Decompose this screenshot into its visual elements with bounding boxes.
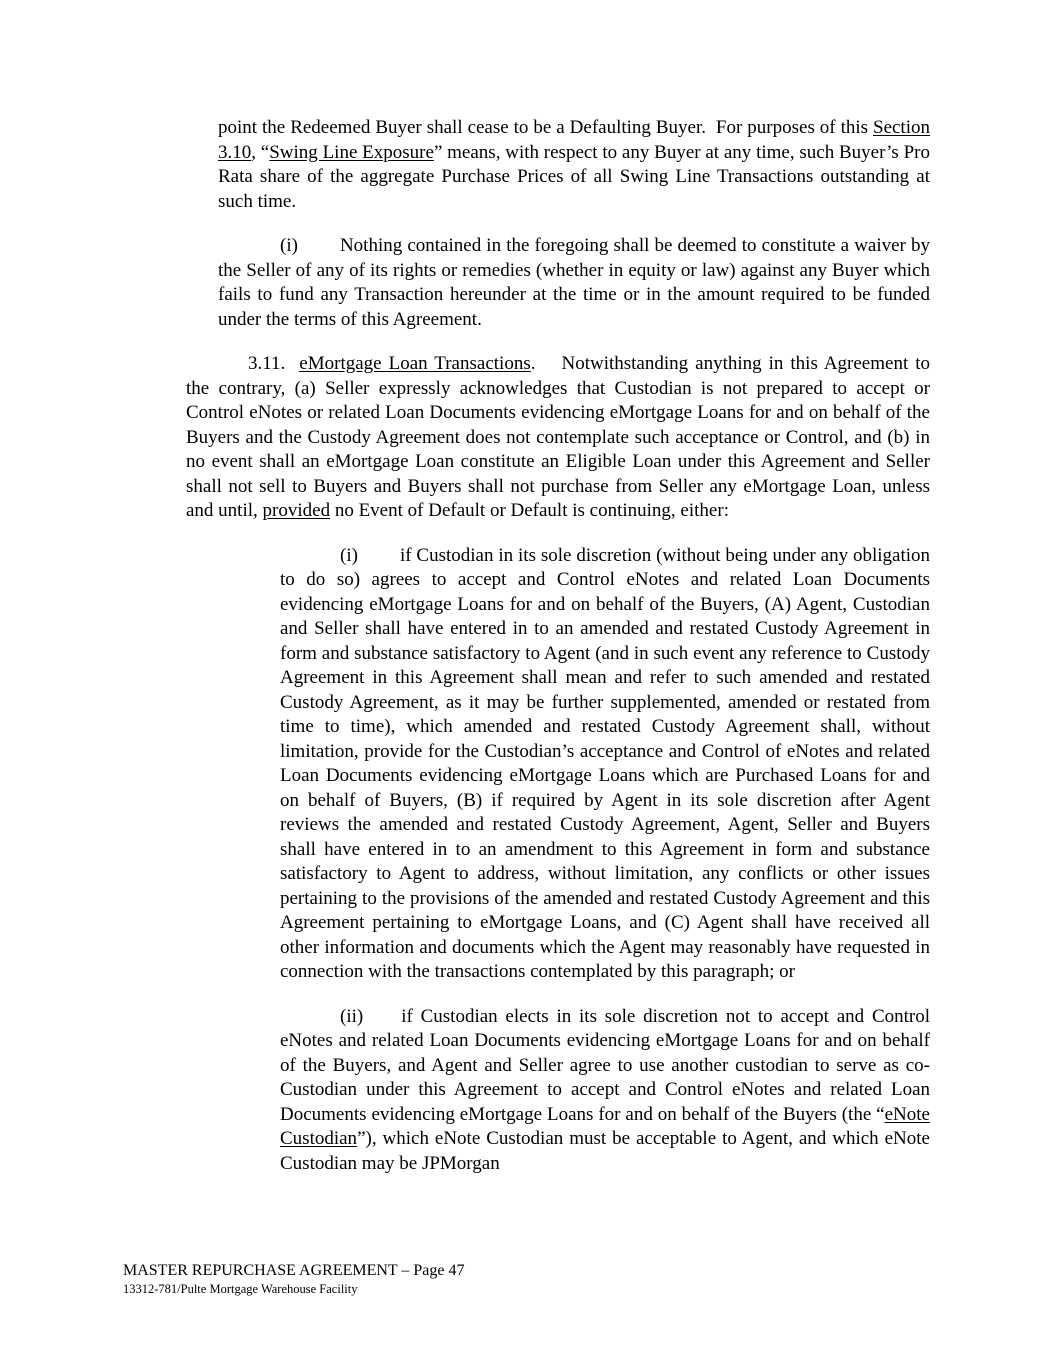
paragraph-clause-i-nothing-contained: [218, 234, 930, 332]
tab-spacer: [535, 368, 561, 369]
text-run: point the Redeemed Buyer shall cease to be a Defaulting Buyer. For purposes of this: [218, 117, 873, 138]
emphasis-provided: provided: [262, 500, 331, 521]
tab-spacer: [363, 1021, 401, 1022]
text-run: Notwithstanding anything in this Agreement to the contrary, (a) Seller expressly acknowledges that Custodian is not prepared to accept or Control eNotes or related Loan Documents evidencing eMortgage Loans for and on behalf of the Buyers and the Custody Agreement does not contemplate such acceptance or Control, and (b) in no event shall an eMortgage Loan constitute an Eligible Loan under this Agreement and Seller shall not sell to Buyers and Buyers shall not purchase from Seller any eMortgage Loan, unless and until,: [186, 353, 931, 521]
text-run: if Custodian elects in its sole discretion not to accept and Control eNotes and related Loan Documents evidencing eMortgage Loans for and on behalf of the Buyers, and Agent and Seller agree to use another custodian to serve as co-Custodian under this Agreement to accept and Control eNotes and related Loan Documents evidencing eMortgage Loans for and on behalf of the Buyers (the “: [280, 1005, 930, 1125]
section-number: 3.11.: [248, 353, 286, 374]
text-run: if Custodian in its sole discretion (without being under any obligation to do so) agrees to accept and Control eNotes and related Loan Documents evidencing eMortgage Loans for and on behalf of the Buyers, (A) Agent, Custodian and Seller shall have entered in to an amended and restated Custody Agreement in form and substance satisfactory to Agent (and in such event any reference to Custody Agreement in this Agreement shall mean and refer to such amended and restated Custody Agreement, as it may be further supplemented, amended or restated from time to time), which amended and restated Custody Agreement shall, without limitation, provide for the Custodian’s acceptance and Control of eNotes and related Loan Documents evidencing eMortgage Loans which are Purchased Loans for and on behalf of Buyers, (B) if required by Agent in its sole discretion after Agent reviews the amended and restated Custody Agreement, Agent, Seller and Buyers shall have entered in to an amendment to this Agreement in form and substance satisfactory to Agent to address, without limitation, any conflicts or other issues pertaining to the provisions of the amended and restated Custody Agreement and this Agreement pertaining to eMortgage Loans, and (C) Agent shall have received all other information and documents which the Agent may reasonably have requested in connection with the transactions contemplated by this paragraph; or: [280, 544, 930, 982]
footer-document-title-page-number: MASTER REPURCHASE AGREEMENT – Page 47: [123, 1262, 465, 1279]
tab-spacer: [298, 250, 340, 251]
clause-label: (i): [280, 235, 298, 256]
section-heading-emortgage-loan-transactions: eMortgage Loan Transactions: [299, 353, 531, 374]
paragraph-section-3-11: [186, 352, 930, 524]
text-run: ”), which eNote Custodian must be acceptable to Agent, and which eNote Custodian may be JPMorgan: [280, 1128, 930, 1174]
text-run: Nothing contained in the foregoing shall be deemed to constitute a waiver by the Seller of any of its rights or remedies (whether in equity or law) against any Buyer which fails to fund any Transaction hereunder at the time or in the amount required to be funded under the terms of this Agreement.: [218, 235, 930, 330]
paragraph-section-3-10-continuation: [218, 116, 930, 214]
paragraph-subclause-ii-custodian-elects-not: [280, 1005, 930, 1177]
footer-matter-reference: 13312-781/Pulte Mortgage Warehouse Facility: [123, 1282, 358, 1296]
section-3-10-reference: Section 3.10: [218, 117, 930, 163]
document-content: [186, 116, 930, 1176]
tab-spacer: [285, 368, 299, 369]
text-run: no Event of Default or Default is continuing, either:: [330, 500, 729, 521]
clause-label: (i): [340, 544, 358, 566]
paragraph-subclause-i-custodian-accepts: [280, 544, 930, 985]
text-run: , “: [251, 141, 270, 163]
tab-spacer: [358, 560, 400, 561]
defined-term-swing-line-exposure: Swing Line Exposure: [269, 141, 434, 163]
defined-term-enote-custodian: eNote Custodian: [280, 1103, 930, 1149]
page-footer: [123, 1261, 465, 1297]
clause-label: (ii): [340, 1005, 364, 1027]
text-run: .: [530, 353, 536, 374]
text-run: ” means, with respect to any Buyer at any time, such Buyer’s Pro Rata share of the aggregate Purchase Prices of all Swing Line Transactions outstanding at such time.: [218, 141, 930, 212]
